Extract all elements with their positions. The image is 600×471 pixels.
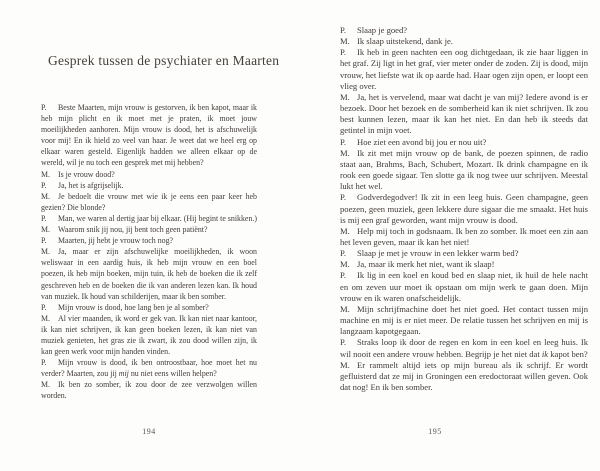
speaker-label: M. — [41, 225, 50, 235]
dialogue-turn — [340, 47, 588, 92]
dialogue-right — [340, 25, 588, 393]
dialogue-turn — [41, 191, 257, 213]
dialogue-turn — [340, 304, 588, 337]
speaker-label: M. — [41, 191, 50, 201]
dialogue-turn — [41, 357, 257, 379]
turn-text: Waarom snik jij nou, jij bent toch geen patiënt? — [58, 225, 208, 235]
turn-text: Mijn vrouw is dood, hoe lang ben je al somber? — [58, 302, 209, 312]
speaker-label: M. — [41, 313, 50, 323]
turn-text: Ja, maar er zijn afschuwelijke moeilijkheden, ik woon weliswaar in een aardig huis, ik heb mijn vrouw en een boel poezen, ik heb mijn boeken, mijn tuin, ik heb de boeken die ik zelf geschreven heb en de boeken die ik van anderen lezen kan. Ik houd van muziek. Ik houd van schilderijen, maar ik ben somber. — [41, 247, 257, 301]
dialogue-turn — [41, 169, 257, 180]
dialogue-turn — [340, 36, 588, 47]
speaker-label: M. — [340, 303, 350, 314]
turn-text: Hoe ziet een avond bij jou er nou uit? — [357, 136, 487, 147]
dialogue-turn — [41, 180, 257, 191]
dialogue-turn — [340, 92, 588, 137]
dialogue-turn — [340, 248, 588, 259]
dialogue-turn — [41, 302, 257, 313]
speaker-label: M. — [41, 169, 50, 179]
turn-text: Slaap je goed? — [357, 25, 408, 35]
turn-text: Ja, maar ik merk het niet, want ik slaap! — [357, 259, 495, 270]
dialogue-turn — [41, 313, 257, 357]
turn-text: Mijn vrouw is dood, ik ben ontroostbaar, hoe moet het nu verder? Maarten, zou jij mij nu niet eens willen helpen? — [41, 358, 257, 379]
dialogue-turn — [41, 224, 257, 235]
speaker-label: P. — [340, 192, 346, 203]
speaker-label: P. — [41, 302, 47, 312]
speaker-label: M. — [340, 91, 350, 102]
speaker-label: M. — [41, 380, 50, 390]
speaker-label: M. — [41, 247, 50, 257]
dialogue-turn — [41, 246, 257, 301]
speaker-label: P. — [41, 180, 47, 190]
turn-text: Er rammelt altijd iets op mijn bureau als ik schrijf. Er wordt gefluisterd dat ze mij in Groningen een eredoctoraat willen geven. Ook dat nog! En ik ben somber. — [340, 359, 588, 392]
turn-text: Ja, het is vervelend, maar wat dacht je van mij? Iedere avond is er bezoek. Door het bezoek en de somberheid kan ik niet schrijven. Ik zou best kunnen lezen, maar ik kan het niet. En dan heb ik steeds dat getintel in mijn voet. — [340, 91, 588, 136]
dialogue-turn — [340, 337, 588, 359]
speaker-label: P. — [340, 337, 346, 348]
speaker-label: P. — [340, 136, 346, 147]
speaker-label: P. — [41, 358, 47, 368]
turn-text: Beste Maarten, mijn vrouw is gestorven, ik ben kapot, maar ik heb mijn plicht en ik moet met je praten, ik moet jouw moeilijkheden aanhoren. Mijn vrouw is dood, het is afschuwelijk voor mij! En ik hield zo veel van haar. Je weet dat we heel erg op elkaar waren gesteld. Eigenlijk hadden we alleen elkaar op de wereld, wil je nu toch een gesprek met mij hebben? — [41, 103, 257, 168]
speaker-label: M. — [340, 36, 350, 47]
turn-text: Ik slaap uitstekend, dank je. — [357, 36, 453, 47]
speaker-label: P. — [41, 103, 47, 112]
turn-text: Ik zit met mijn vrouw op de bank, de poezen spinnen, de radio staat aan, Brahms, Bach, Schubert, Mozart. Ik drink champagne en ik rook een goede sigaar. Ten slotte ga ik nog twee uur schrijven. Meestal lukt het wel. — [340, 147, 588, 192]
turn-text: Mijn schrijfmachine doet het niet goed. Het contact tussen mijn machine en mij is er niet meer. De relatie tussen het schrijven en mij is langzaam kapotgegaan. — [340, 303, 588, 337]
turn-text: Is je vrouw dood? — [58, 169, 115, 179]
dialogue-turn — [340, 259, 588, 270]
turn-text: Help mij toch in godsnaam. Ik ben zo somber. Ik moet een zin aan het leven geven, maar ik kan het niet! — [340, 225, 588, 247]
turn-text: Ik ben zo somber, ik zou door de zee verzwolgen willen worden. — [41, 380, 257, 401]
page-number-left: 194 — [142, 427, 156, 436]
turn-text: Man, we waren al dertig jaar bij elkaar. (Hij begint te snikken.) — [58, 213, 257, 223]
speaker-label: M. — [340, 147, 350, 158]
dialogue-turn — [340, 148, 588, 193]
turn-text: Godverdegodver! Ik zit in een leeg huis. Geen champagne, geen poezen, geen muziek, geen lekkere dure sigaar die me smaakt. Het huis is mij een graf geworden, want mijn vrouw is dood. — [340, 192, 588, 225]
dialogue-left — [41, 102, 257, 402]
speaker-label: M. — [340, 359, 350, 370]
speaker-label: P. — [340, 248, 346, 259]
turn-text: Straks loop ik door de regen en kom in een koel en leeg huis. Ik wil nooit een andere vrouw hebben. Begrijp je het niet dat ik kapot ben? — [340, 337, 588, 359]
speaker-label: P. — [41, 213, 47, 223]
dialogue-turn — [340, 360, 588, 393]
turn-text: Ja, het is afgrijselijk. — [58, 180, 124, 190]
page-number-right: 195 — [428, 427, 442, 436]
dialogue-turn — [340, 270, 588, 303]
chapter-title: Gesprek tussen de psychiater en Maarten — [48, 53, 280, 68]
dialogue-turn — [41, 213, 257, 224]
turn-text: Al vier maanden, ik word er gek van. Ik kan niet naar kantoor, ik kan niet schrijven, ik kan geen boeken lezen, ik kan niet van muziek genieten, het gras zie ik zwart, ik zou dood willen zijn, ik kan geen werk voor mijn handen vinden. — [41, 313, 257, 357]
turn-text: Ik heb in geen nachten een oog dichtgedaan, ik zie haar liggen in het graf. Zij ligt in het graf, vier meter onder de zoden. Zij is dood, mijn vrouw, het liefste wat ik op aarde had. Haar ogen zijn open, er loopt een vlieg over. — [340, 47, 588, 91]
turn-text: Ik lig in een koel en koud bed en slaap niet, ik huil de hele nacht en om zeven uur moet ik opstaan om mijn werk te gaan doen. Mijn vrouw en ik waren onafscheidelijk. — [340, 270, 588, 303]
dialogue-turn — [340, 192, 588, 225]
speaker-label: M. — [340, 259, 350, 270]
dialogue-turn — [41, 235, 257, 246]
turn-text: Slaap je met je vrouw in een lekker warm bed? — [357, 248, 519, 259]
speaker-label: P. — [41, 236, 47, 246]
dialogue-turn — [340, 226, 588, 248]
dialogue-turn — [340, 137, 588, 148]
speaker-label: P. — [340, 47, 346, 58]
dialogue-turn — [340, 25, 588, 36]
speaker-label: P. — [340, 270, 346, 281]
speaker-label: M. — [340, 225, 350, 236]
turn-text: Je bedoelt die vrouw met wie ik je eens een paar keer heb gezien? Die blonde? — [41, 191, 257, 212]
dialogue-turn — [41, 379, 257, 401]
speaker-label: P. — [340, 25, 346, 35]
dialogue-turn — [41, 102, 257, 169]
turn-text: Maarten, jij hebt je vrouw toch nog? — [58, 236, 174, 246]
